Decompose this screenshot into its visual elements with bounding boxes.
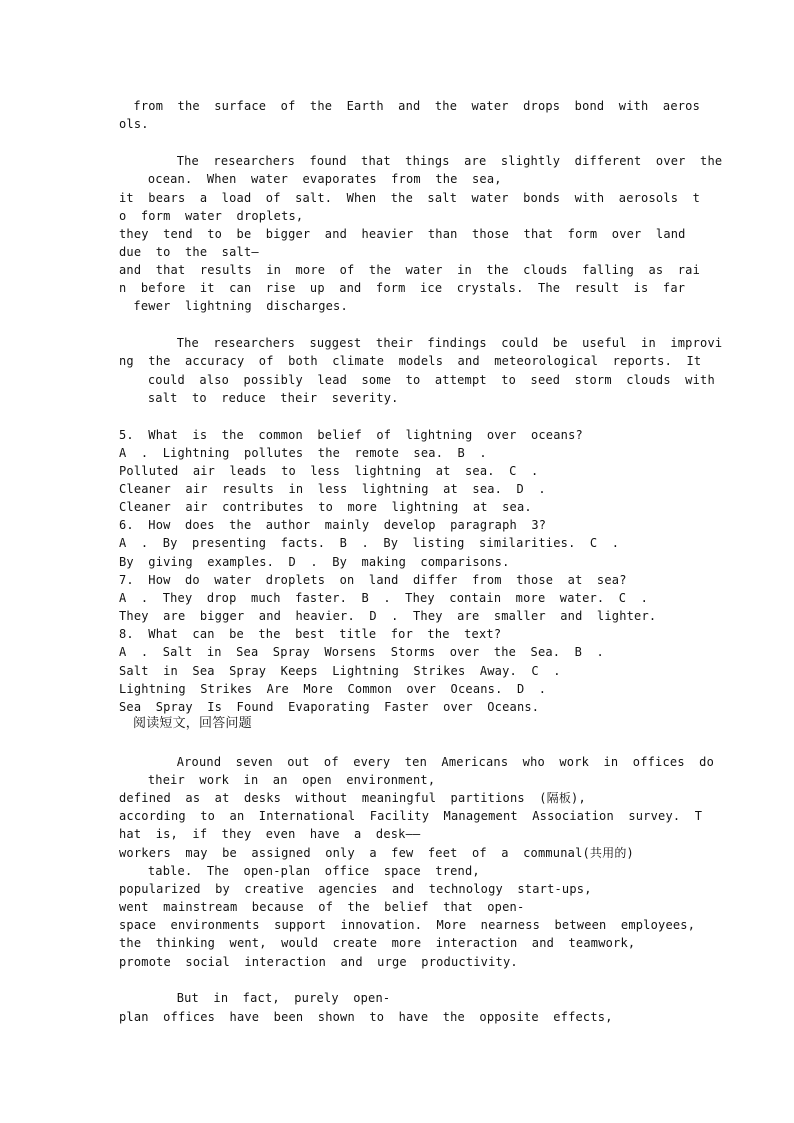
text-line: it bears a load of salt. When the salt water bonds with aerosols t bbox=[119, 191, 701, 205]
text-line: could also possibly lead some to attempt to seed storm clouds with bbox=[119, 373, 715, 387]
question-line: 7. How do water droplets on land differ from those at sea? bbox=[119, 573, 627, 587]
question-line: Lightning Strikes Are More Common over Oceans. D . bbox=[119, 682, 547, 696]
text-line: salt to reduce their severity. bbox=[119, 391, 399, 405]
question-line: Sea Spray Is Found Evaporating Faster over Oceans. bbox=[119, 700, 540, 714]
text-line: Around seven out of every ten Americans who work in offices do bbox=[119, 755, 715, 769]
question-line: A . Salt in Sea Spray Worsens Storms over the Sea. B . bbox=[119, 645, 604, 659]
question-line: A . They drop much faster. B . They contain more water. C . bbox=[119, 591, 649, 605]
text-line: their work in an open environment, bbox=[119, 773, 436, 787]
question-line: A . Lightning pollutes the remote sea. B . bbox=[119, 446, 487, 460]
text-line: the thinking went, would create more interaction and teamwork, bbox=[119, 936, 636, 950]
text-line: fewer lightning discharges. bbox=[119, 299, 348, 313]
text-line: o form water droplets, bbox=[119, 209, 304, 223]
question-line: 8. What can be the best title for the text? bbox=[119, 627, 502, 641]
text-line: due to the salt— bbox=[119, 245, 259, 259]
text-line: But in fact, purely open- bbox=[119, 991, 391, 1005]
question-line: Cleaner air results in less lightning at sea. D . bbox=[119, 482, 546, 496]
text-line: went mainstream because of the belief that open- bbox=[119, 900, 525, 914]
text-line: table. The open-plan office space trend, bbox=[119, 864, 480, 878]
text-line: ols. bbox=[119, 117, 149, 131]
text-line: The researchers suggest their findings could be useful in improvi bbox=[119, 336, 723, 350]
text-line: according to an International Facility Management Association survey. T bbox=[119, 809, 703, 823]
text-line: they tend to be bigger and heavier than those that form over land bbox=[119, 227, 686, 241]
section-heading: 阅读短文，回答问题 bbox=[133, 716, 252, 731]
text-line: ng the accuracy of both climate models and meteorological reports. It bbox=[119, 354, 702, 368]
text-line: from the surface of the Earth and the water drops bond with aeros bbox=[119, 99, 701, 113]
question-line: 6. How does the author mainly develop paragraph 3? bbox=[119, 518, 547, 532]
text-line: hat is, if they even have a desk—— bbox=[119, 827, 421, 841]
text-line: plan offices have been shown to have the opposite effects, bbox=[119, 1010, 613, 1024]
text-line: defined as at desks without meaningful partitions (隔板), bbox=[119, 791, 586, 805]
question-line: 5. What is the common belief of lightning over oceans? bbox=[119, 428, 583, 442]
question-line: Salt in Sea Spray Keeps Lightning Strikes Away. C . bbox=[119, 664, 561, 678]
text-line: workers may be assigned only a few feet of a communal(共用的) bbox=[119, 846, 634, 860]
text-line: and that results in more of the water in the clouds falling as rai bbox=[119, 263, 701, 277]
question-line: By giving examples. D . By making comparisons. bbox=[119, 555, 510, 569]
question-line: They are bigger and heavier. D . They are smaller and lighter. bbox=[119, 609, 657, 623]
text-line: ocean. When water evaporates from the sea, bbox=[119, 172, 502, 186]
text-line: n before it can rise up and form ice crystals. The result is far bbox=[119, 281, 686, 295]
text-line: popularized by creative agencies and technology start-ups, bbox=[119, 882, 592, 896]
text-line: promote social interaction and urge productivity. bbox=[119, 955, 518, 969]
question-line: A . By presenting facts. B . By listing similarities. C . bbox=[119, 536, 620, 550]
text-line: space environments support innovation. More nearness between employees, bbox=[119, 918, 696, 932]
question-line: Cleaner air contributes to more lightning at sea. bbox=[119, 500, 532, 514]
text-line: The researchers found that things are slightly different over the bbox=[119, 154, 723, 168]
question-line: Polluted air leads to less lightning at sea. C . bbox=[119, 464, 539, 478]
